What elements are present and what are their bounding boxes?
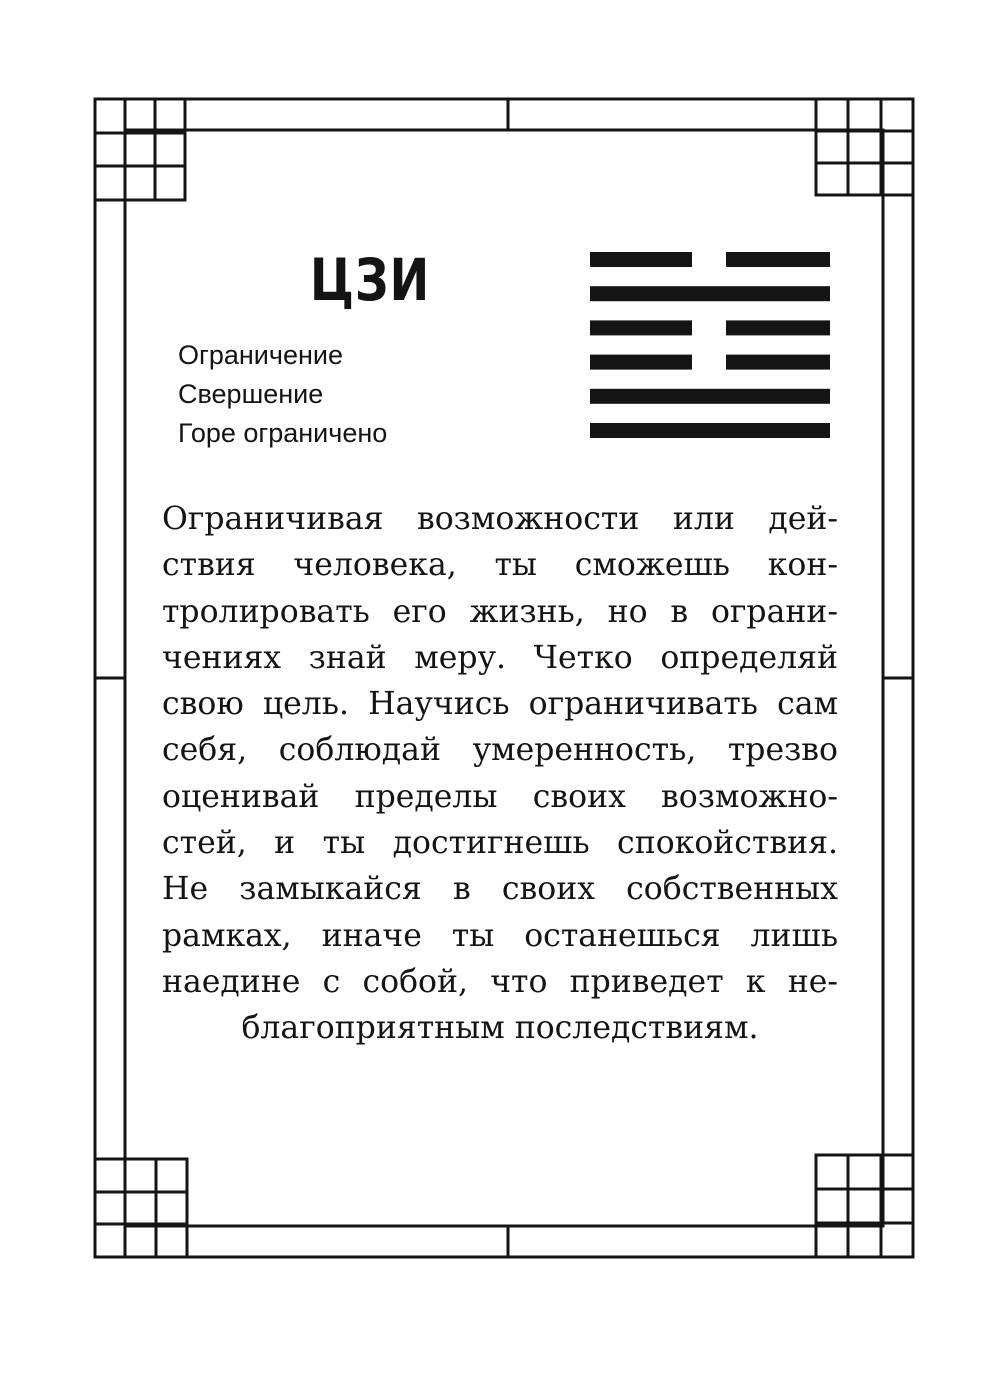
description-line: тролировать его жизнь, но в ограни- bbox=[162, 593, 838, 630]
hexagram-broken-line-segment bbox=[726, 252, 830, 267]
hexagram-broken-line-segment bbox=[590, 252, 692, 267]
meaning-item: Ограничение bbox=[178, 340, 343, 370]
hexagram-symbol bbox=[590, 252, 830, 438]
card-title: ЦЗИ bbox=[309, 246, 431, 314]
description-line: наедине с собой, что приведет к не- bbox=[162, 963, 838, 1000]
description-line: рамках, иначе ты останешься лишь bbox=[162, 917, 838, 954]
description-line: оценивай пределы своих возможно- bbox=[162, 778, 838, 815]
description-line: стей, и ты достигнешь спокойствия. bbox=[162, 825, 838, 862]
description-line: свою цель. Научись ограничивать сам bbox=[162, 686, 838, 723]
description-line: Не замыкайся в своих собственных bbox=[162, 871, 838, 908]
hexagram-broken-line-segment bbox=[590, 320, 692, 335]
description-line: благоприятным последствиям. bbox=[241, 1010, 759, 1047]
hexagram-solid-line bbox=[590, 286, 830, 301]
hexagram-broken-line-segment bbox=[726, 320, 830, 335]
description-line: себя, соблюдай умеренность, трезво bbox=[162, 732, 838, 769]
description-line: Ограничивая возможности или дей- bbox=[162, 501, 838, 537]
hexagram-solid-line bbox=[590, 389, 830, 404]
hexagram-broken-line-segment bbox=[726, 355, 830, 370]
meanings-list bbox=[178, 336, 387, 453]
meaning-item: Свершение bbox=[178, 379, 324, 409]
description-line: чениях знай меру. Четко определяй bbox=[162, 639, 838, 676]
hexagram-broken-line-segment bbox=[590, 355, 692, 370]
meaning-item: Горе ограничено bbox=[178, 418, 388, 448]
description-line: ствия человека, ты сможешь кон- bbox=[162, 547, 838, 584]
card-description bbox=[162, 496, 838, 1052]
hexagram-solid-line bbox=[590, 423, 830, 438]
